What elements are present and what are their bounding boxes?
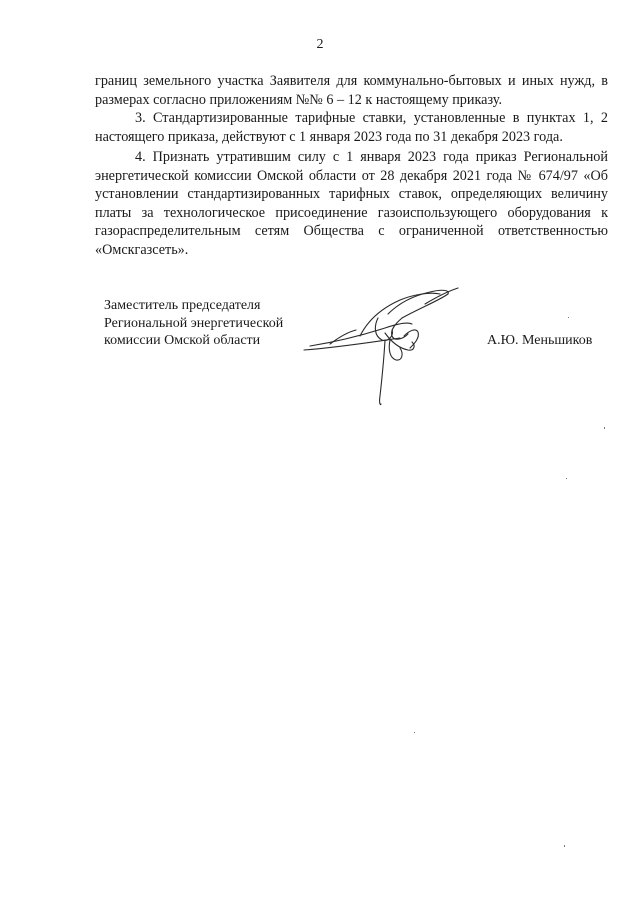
page-number: 2 [316, 37, 324, 52]
signer-position-line: Региональной энергетической [104, 315, 284, 331]
handwritten-signature-icon [290, 278, 470, 408]
scan-speck [566, 478, 567, 479]
signer-position-line: комиссии Омской области [104, 333, 261, 348]
scan-speck [564, 845, 565, 847]
scan-speck [604, 427, 605, 429]
paragraph-item-3: 3. Стандартизированные тарифные ставки, установленные в пунктах 1, 2 настоящего приказа, действуют с 1 января 2023 года по 31 декабря 2023 года. [95, 110, 608, 145]
paragraph-continuation: границ земельного участка Заявителя для коммунально-бытовых и иных нужд, в размерах согласно приложениям №№ 6 – 12 к настоящему приказу. [95, 73, 608, 108]
scan-speck [568, 317, 569, 318]
scan-speck [414, 732, 415, 733]
signer-name: А.Ю. Меньшиков [487, 333, 593, 348]
paragraph-item-4: 4. Признать утратившим силу с 1 января 2023 года приказ Региональной энергетической комиссии Омской области от 28 декабря 2021 года № 674/97 «Об установлении стандартизированных тарифных ставок, определяющих величину платы за технологическое присоединение газоиспользующего оборудования к газораспределительным сетям Общества с ограниченной ответственностью «Омскгазсеть». [95, 149, 608, 258]
signer-position-line: Заместитель председателя [104, 298, 261, 313]
document-body [95, 72, 608, 259]
